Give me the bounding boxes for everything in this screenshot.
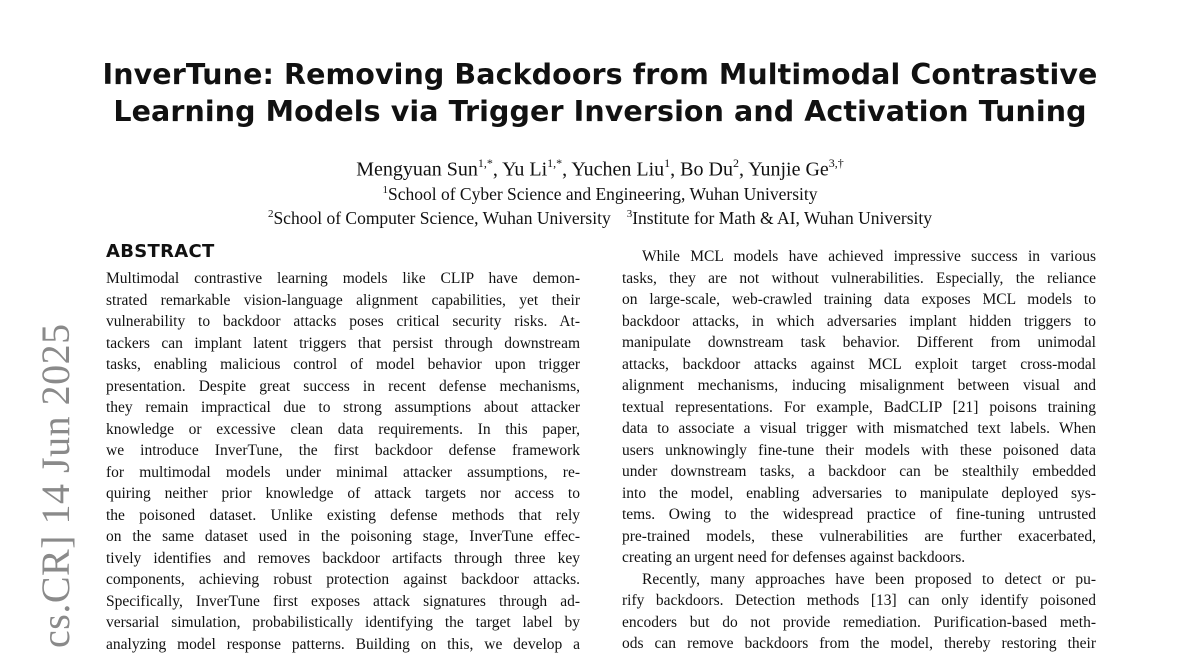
text-line: components, achieving robust protection against backdoor attacks. — [106, 569, 580, 591]
text-line: versarial simulation, probabilistically identifying the target label by — [106, 612, 580, 634]
author-name: Yuchen Liu — [571, 159, 664, 181]
text-line: Recently, many approaches have been proposed to detect or pu- — [622, 569, 1096, 591]
author-name: Mengyuan Sun — [356, 159, 478, 181]
text-line: tackers can implant latent triggers that persist through downstream — [106, 333, 580, 355]
text-line: under downstream tasks, a backdoor can be stealthily embedded — [622, 461, 1096, 483]
author-affiliation-mark: 1,* — [478, 156, 493, 170]
text-line: tasks, enabling malicious control of model behavior upon trigger — [106, 354, 580, 376]
text-line: pre-trained models, these vulnerabilities are further exacerbated, — [622, 526, 1096, 548]
text-line: on the same dataset used in the poisoning stage, InverTune effec- — [106, 526, 580, 548]
title-line-2: Learning Models via Trigger Inversion and Activation Tuning — [0, 93, 1200, 130]
text-line: analyzing model response patterns. Building on this, we develop a — [106, 634, 580, 655]
text-line: on large-scale, web-crawled training data exposes MCL models to — [622, 289, 1096, 311]
affiliation-text: School of Cyber Science and Engineering, Wuhan University — [388, 184, 818, 204]
text-line: we introduce InverTune, the first backdoor defense framework — [106, 440, 580, 462]
affiliation-1 — [0, 179, 1200, 205]
affiliation-text: Institute for Math & AI, Wuhan University — [632, 208, 932, 228]
text-line: quiring neither prior knowledge of attack targets nor access to — [106, 483, 580, 505]
right-column — [622, 240, 1096, 655]
arxiv-side-stamp: cs.CR] 14 Jun 2025 — [36, 308, 76, 648]
author-affiliation-mark: 3,† — [829, 156, 844, 170]
author-affiliation-mark: 1,* — [547, 156, 562, 170]
text-line: tasks, they are not without vulnerabilities. Especially, the reliance — [622, 268, 1096, 290]
text-line: the poisoned dataset. Unlike existing defense methods that rely — [106, 505, 580, 527]
text-line: tively identifies and removes backdoor artifacts through three key — [106, 548, 580, 570]
text-line: While MCL models have achieved impressive success in various — [622, 246, 1096, 268]
text-line: ods can remove backdoors from the model, thereby restoring their — [622, 633, 1096, 655]
author-affiliation-mark: 1 — [664, 156, 670, 170]
author-name: Yu Li — [502, 159, 547, 181]
text-line: alignment mechanisms, inducing misalignment between visual and — [622, 375, 1096, 397]
text-line: users unknowingly fine-tune their models with these poisoned data — [622, 440, 1096, 462]
paper-title — [0, 56, 1200, 130]
text-line: data to associate a visual trigger with mismatched text labels. When — [622, 418, 1096, 440]
affiliation-mark: 2 — [268, 208, 274, 220]
author-name: Bo Du — [680, 159, 733, 181]
author-affiliation-mark: 2 — [733, 156, 739, 170]
text-line: attacks, backdoor attacks against MCL exploit target cross-modal — [622, 354, 1096, 376]
intro-paragraph-1 — [622, 246, 1096, 569]
text-line: Specifically, InverTune first exposes attack signatures through ad- — [106, 591, 580, 613]
text-line: for multimodal models under minimal attacker assumptions, re- — [106, 462, 580, 484]
text-line: presentation. Despite great success in recent defense mechanisms, — [106, 376, 580, 398]
text-line: into the model, enabling adversaries to manipulate deployed sys- — [622, 483, 1096, 505]
intro-paragraph-2 — [622, 569, 1096, 655]
text-line: strated remarkable vision-language alignment capabilities, yet their — [106, 290, 580, 312]
affiliation-text: School of Computer Science, Wuhan University — [273, 208, 610, 228]
text-line: encoders but do not provide remediation. Purification-based meth- — [622, 612, 1096, 634]
author-list: Mengyuan Sun$^{1,*}$, Yu $Li^{1,*}$, Yuchen Liu$^1$, Bo Du$^2$, Yunjie $Ge^{3,\dagger}$ — [0, 152, 1200, 182]
affiliation-mark: 3 — [627, 208, 633, 220]
title-line-1: InverTune: Removing Backdoors from Multimodal Contrastive — [0, 56, 1200, 93]
text-line: knowledge or excessive clean data requirements. In this paper, — [106, 419, 580, 441]
text-line: they remain impractical due to strong assumptions about attacker — [106, 397, 580, 419]
abstract-heading: ABSTRACT — [106, 240, 580, 264]
abstract-body — [106, 268, 580, 655]
text-line: Multimodal contrastive learning models like CLIP have demon- — [106, 268, 580, 290]
text-line: backdoor attacks, in which adversaries implant hidden triggers to — [622, 311, 1096, 333]
affiliation-2-3 — [0, 203, 1200, 229]
left-column — [106, 240, 580, 655]
text-line: textual representations. For example, BadCLIP [21] poisons training — [622, 397, 1096, 419]
text-line: rify backdoors. Detection methods [13] can only identify poisoned — [622, 590, 1096, 612]
author-name: Yunjie Ge — [748, 159, 829, 181]
text-line: tems. Owing to the widespread practice of fine-tuning untrusted — [622, 504, 1096, 526]
text-line: vulnerability to backdoor attacks poses critical security risks. At- — [106, 311, 580, 333]
text-line: manipulate downstream task behavior. Different from unimodal — [622, 332, 1096, 354]
text-line: creating an urgent need for defenses against backdoors. — [622, 547, 1096, 569]
affiliation-mark: 1 — [382, 184, 388, 196]
